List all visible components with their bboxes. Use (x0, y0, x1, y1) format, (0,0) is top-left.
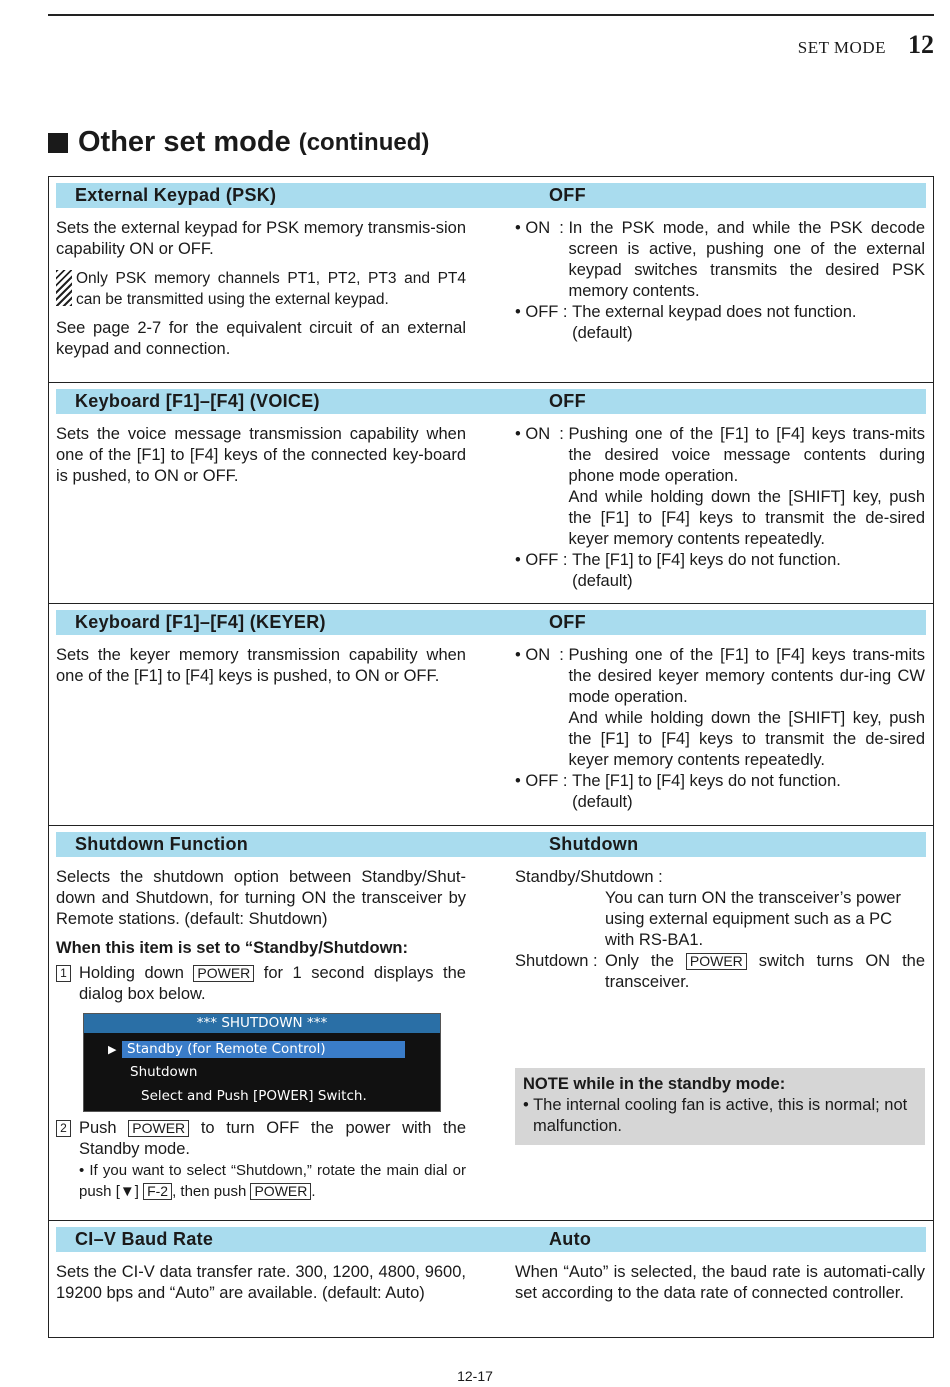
option-off: • OFF : The external keypad does not function. (default) (515, 303, 857, 342)
step-number: 1 (56, 965, 71, 982)
power-key-icon: POWER (686, 953, 747, 970)
note-text: Only PSK memory channels PT1, PT2, PT3 and PT4 can be transmitted using the external keypad. (76, 270, 466, 308)
step-1: 1 Holding down POWER for 1 second displays the dialog box below. (56, 963, 466, 1005)
f2-key-icon: F-2 (143, 1183, 172, 1200)
dialog-title: *** SHUTDOWN *** (84, 1014, 440, 1033)
description-text: Sets the CI-V data transfer rate. 300, 1200, 4800, 9600, 19200 bps and “Auto” are available. (default: Auto) (56, 1263, 466, 1302)
chapter-number: 12 (908, 30, 934, 59)
description-text: Sets the voice message transmission capability when one of the [F1] to [F4] keys of the connected key-board is pushed, to ON or OFF. (56, 425, 466, 485)
option-text: When “Auto” is selected, the baud rate is automati-cally set according to the data rate of connected controller. (515, 1263, 925, 1302)
dialog-option: Shutdown (130, 1064, 198, 1080)
description-text-2: See page 2-7 for the equivalent circuit of an external keypad and connection. (56, 319, 466, 358)
page-number: 12-17 (457, 1368, 493, 1384)
row-civ-baud-rate (49, 1220, 933, 1337)
section-heading (48, 126, 429, 159)
step-2: 2 Push POWER to turn OFF the power with the Standby mode. • If you want to select “Shutdown,” rotate the main dial or push [▼] F-2 , then push POWER . (56, 1118, 466, 1202)
description-text: Selects the shutdown option between Standby/Shut-down and Shutdown, for turning ON the transceiver by Remote stations. (default: Shutdown) (56, 868, 466, 928)
item-name: Keyboard [F1]–[F4] (VOICE) (75, 391, 320, 411)
option-on: • ON : In the PSK mode, and while the PSK decode screen is active, pushing one of the external keypad switches transmits the desired PSK memory contents. (515, 219, 925, 300)
running-head (798, 30, 934, 60)
item-options (515, 424, 925, 592)
option-on: • ON : Pushing one of the [F1] to [F4] keys trans-mits the desired voice message contents during phone mode operation. And while holding down the [SHIFT] key, push the [F1] to [F4] keys to transmit the de-sired keyer memory contents repeatedly. (515, 425, 925, 548)
item-description (56, 218, 466, 368)
power-key-icon: POWER (128, 1120, 189, 1137)
option-on: • ON : Pushing one of the [F1] to [F4] keys trans-mits the desired keyer memory contents dur-ing CW mode operation. And while holding down the [SHIFT] key, push the [F1] to [F4] keys to transmit the de-sired keyer memory contents repeatedly. (515, 646, 925, 769)
item-default-value: OFF (549, 612, 586, 632)
standby-subheading: When this item is set to “Standby/Shutdown: (56, 939, 409, 957)
item-description (56, 867, 466, 1202)
section-title: Other set mode (78, 126, 291, 158)
top-rule (48, 14, 934, 16)
shutdown-dialog-screenshot (83, 1013, 441, 1112)
row-keyboard-voice (49, 382, 933, 603)
settings-table (48, 176, 934, 1338)
dialog-option-selected: Standby (for Remote Control) (122, 1041, 405, 1058)
item-description (56, 1262, 466, 1312)
option-off: • OFF : The [F1] to [F4] keys do not function. (default) (515, 772, 841, 811)
item-description (56, 424, 466, 592)
dialog-message: Select and Push [POWER] Switch. (141, 1088, 367, 1104)
item-options (515, 218, 925, 368)
row-external-keypad (49, 183, 933, 382)
description-text: Sets the external keypad for PSK memory transmis-sion capability ON or OFF. (56, 219, 466, 258)
row-header (56, 832, 926, 857)
row-header (56, 389, 926, 414)
cursor-arrow-icon: ▶ (108, 1043, 117, 1056)
option-standby-shutdown: Standby/Shutdown : You can turn ON the transceiver’s power using external equipment such as a PC with RS-BA1. (515, 868, 901, 949)
item-name: External Keypad (PSK) (75, 185, 277, 205)
item-default-value: Auto (549, 1229, 592, 1249)
square-bullet-icon (48, 133, 68, 153)
running-head-section: SET MODE (797, 38, 886, 57)
item-default-value: OFF (549, 391, 586, 411)
section-title-suffix: (continued) (298, 128, 430, 156)
step-number: 2 (56, 1120, 71, 1137)
note-hatch-icon (56, 270, 72, 306)
row-keyboard-keyer (49, 603, 933, 825)
row-shutdown-function (49, 825, 933, 1220)
row-header (56, 1227, 926, 1252)
row-header (56, 610, 926, 635)
item-options (515, 867, 925, 1202)
item-options (515, 1262, 925, 1312)
power-key-icon: POWER (193, 965, 254, 982)
power-key-icon: POWER (250, 1183, 311, 1200)
item-name: Keyboard [F1]–[F4] (KEYER) (75, 612, 326, 632)
item-options (515, 645, 925, 813)
step-2-sub: • If you want to select “Shutdown,” rotate the main dial or push [▼] F-2 , then push POWER . (79, 1162, 466, 1200)
row-header (56, 183, 926, 208)
option-off: • OFF : The [F1] to [F4] keys do not function. (default) (515, 551, 841, 590)
item-name: Shutdown Function (75, 834, 249, 854)
standby-note: NOTE while in the standby mode: • The internal cooling fan is active, this is normal; not malfunction. (515, 1068, 925, 1145)
option-shutdown: Shutdown : Only the POWER switch turns ON the transceiver. (515, 952, 926, 991)
item-default-value: OFF (549, 185, 586, 205)
note (56, 268, 466, 310)
description-text: Sets the keyer memory transmission capability when one of the [F1] to [F4] keys is pushed, to ON or OFF. (56, 646, 466, 685)
item-description (56, 645, 466, 813)
item-default-value: Shutdown (549, 834, 639, 854)
item-name: CI–V Baud Rate (75, 1229, 214, 1249)
